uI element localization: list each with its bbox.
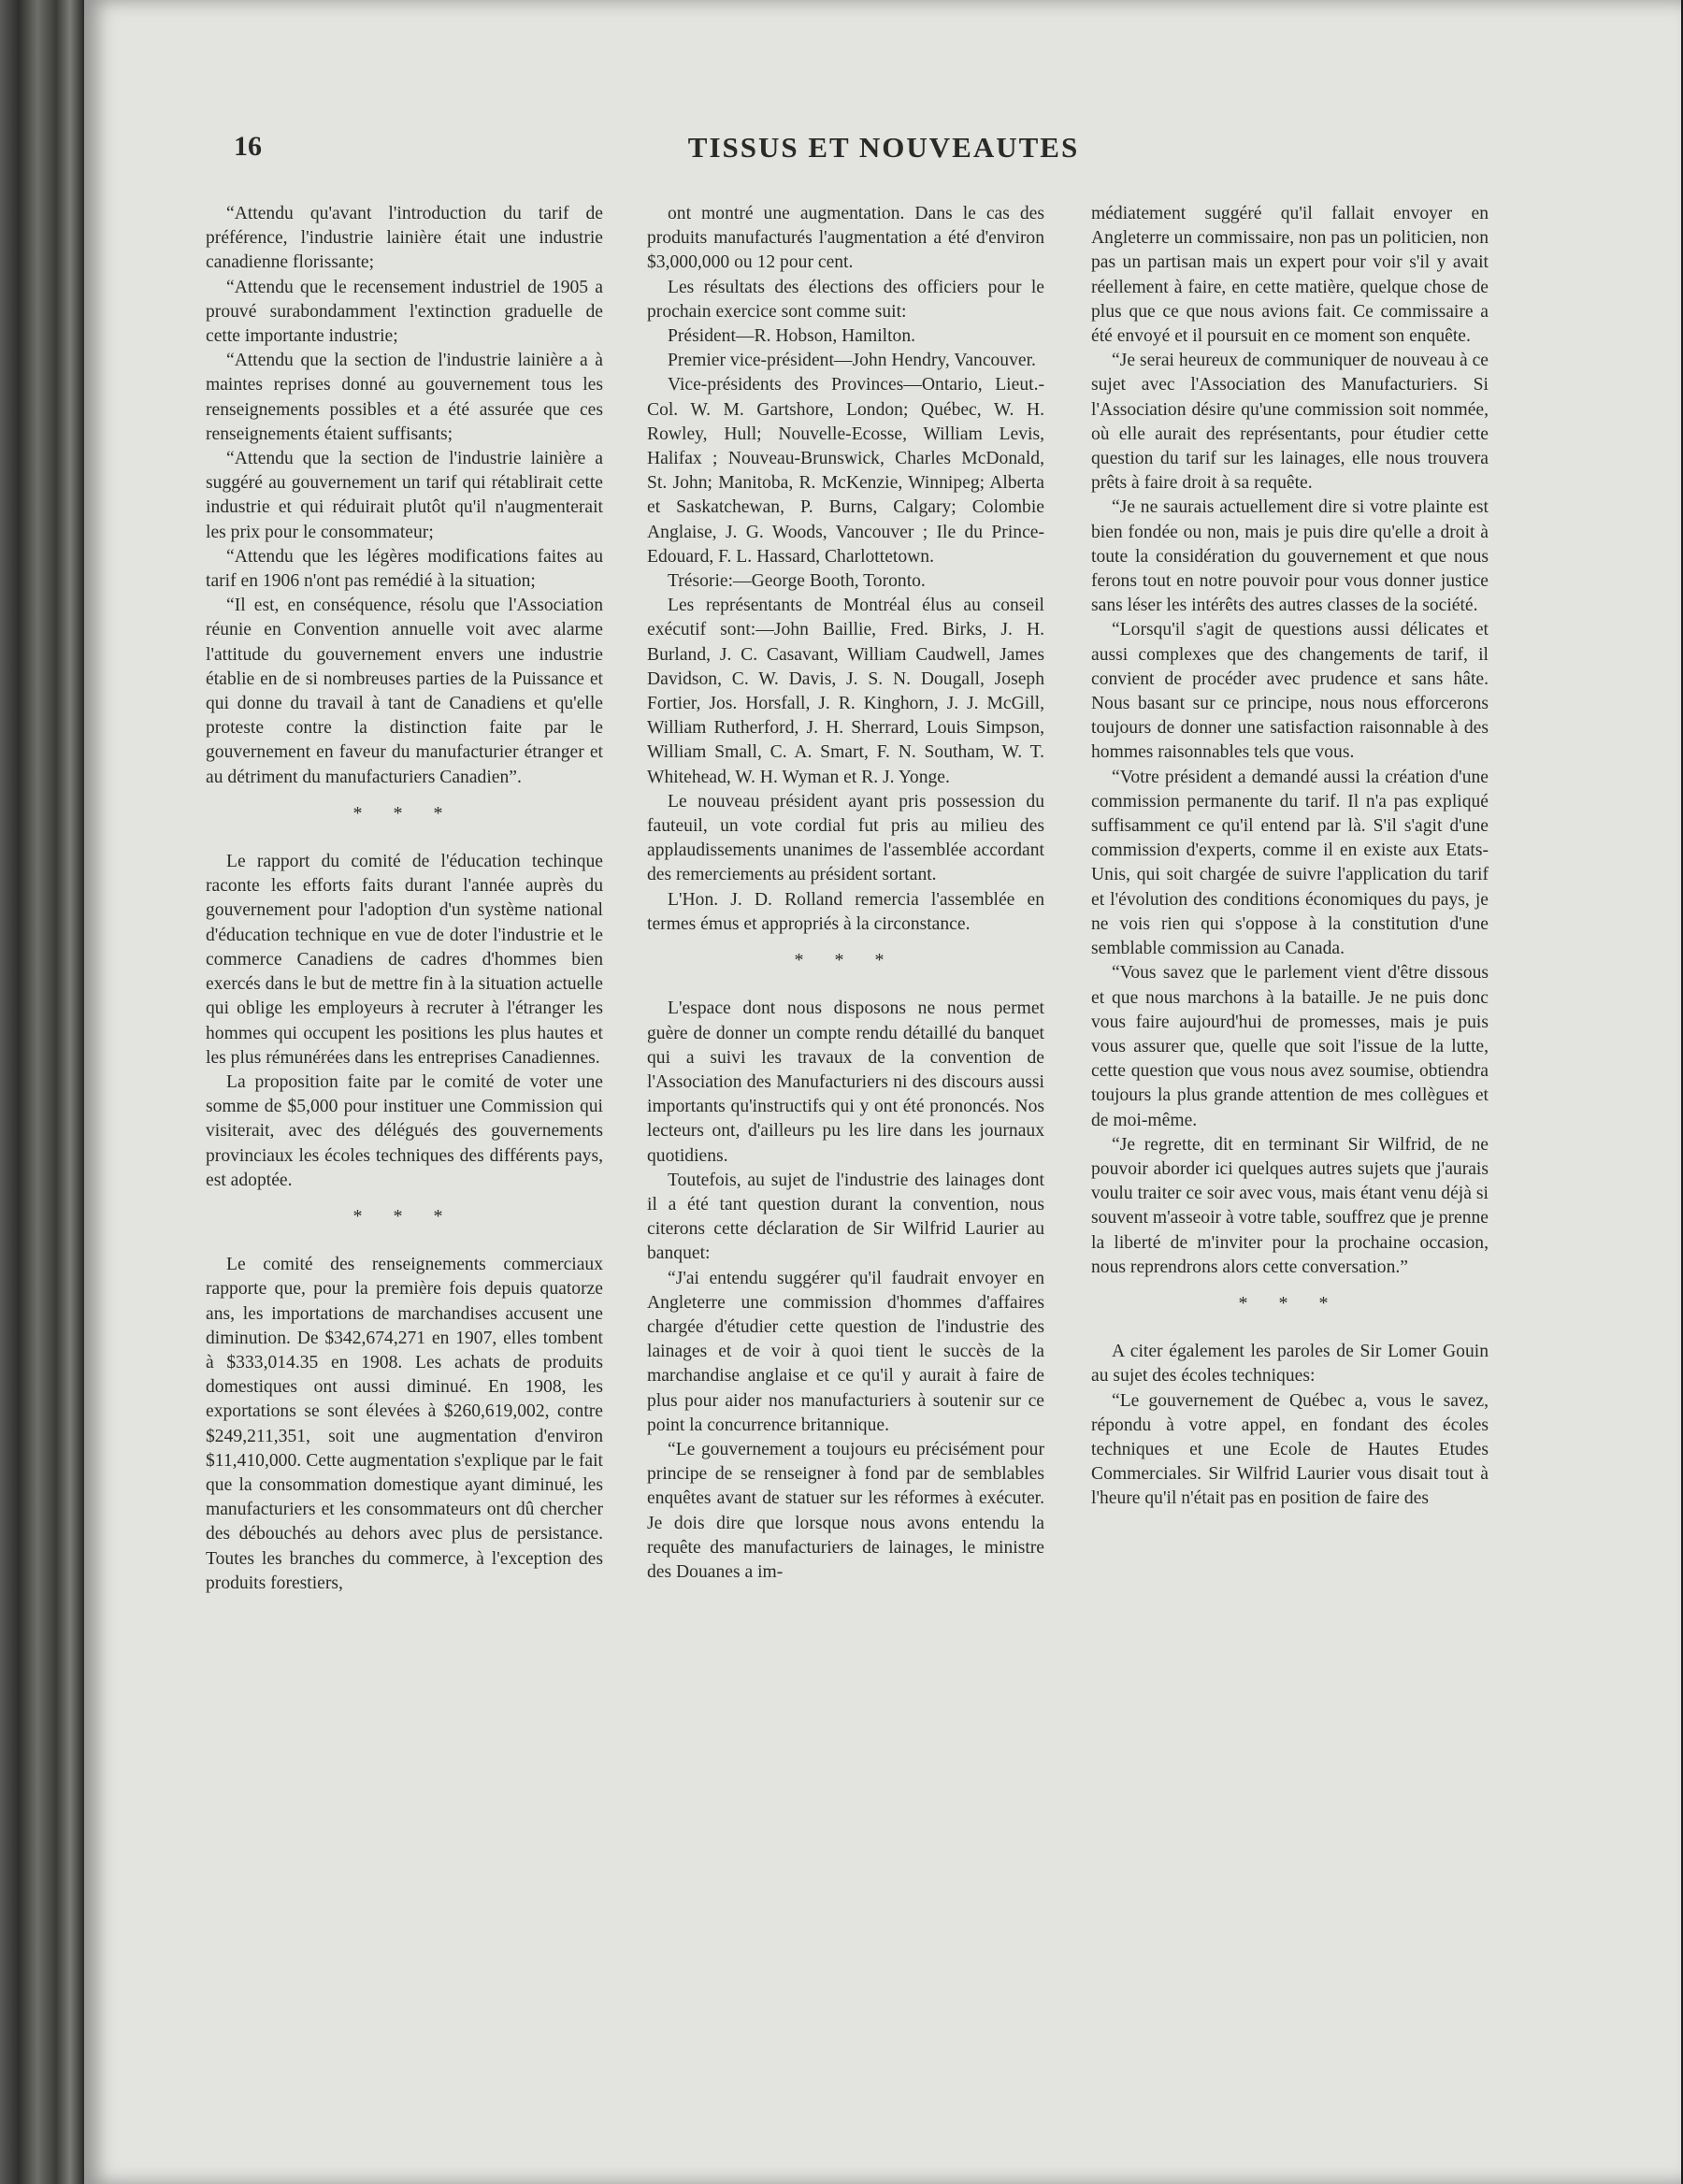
column-right bbox=[1091, 202, 1489, 1512]
officer-entry: Trésorie:—George Booth, Toronto. bbox=[668, 571, 926, 592]
paragraph: Le rapport du comité de l'éducation techinque raconte les efforts faits durant l'année auprès du gouvernement pour l'adoption d'un système national d'éducation technique en vue de doter l'industrie et le commerce Canadiens de cadres d'hommes bien exercés dans le but de mettre fin à la situation actuelle qui oblige les employeurs à recruter à l'étranger les hommes qui occupent les positions les plus hautes et les plus rémunérées dans les entreprises Canadiennes. bbox=[206, 852, 603, 1068]
column-middle bbox=[647, 202, 1044, 1585]
paragraph: “Lorsqu'il s'agit de questions aussi délicates et aussi complexes que des changements de tarif, il convient de procéder avec prudence et sans hâte. Nous basant sur ce principe, nous nous efforcerons toujours de donner une satisfaction raisonnable à des hommes raisonnables tels que vous. bbox=[1091, 620, 1489, 763]
officer-entry: Premier vice-président—John Hendry, Vancouver. bbox=[668, 351, 1036, 371]
column-left bbox=[206, 202, 603, 1596]
paragraph: “Il est, en conséquence, résolu que l'Association réunie en Convention annuelle voit avec alarme l'attitude du gouvernement envers une industrie établie en de si nombreuses parties de la Puissance et qui donne du travail à tant de Canadiens et qu'elle proteste contre la distinction faite par le gouvernement en faveur du manufacturier étranger et au détriment du manufacturiers Canadien”. bbox=[206, 596, 603, 787]
paragraph: “Le gouvernement de Québec a, vous le savez, répondu à votre appel, en fondant des écoles techniques et une Ecole de Hautes Etudes Commerciales. Sir Wilfrid Laurier vous disait tout à l'heure qu'il n'était pas en position de faire des bbox=[1091, 1390, 1489, 1509]
paragraph: La proposition faite par le comité de voter une somme de $5,000 pour instituer une Commission qui visiterait, avec des délégués des gouvernements provinciaux les écoles techniques des différents pays, est adoptée. bbox=[206, 1071, 603, 1190]
paragraph: Toutefois, au sujet de l'industrie des lainages dont il a été tant question durant la convention, nous citerons cette déclaration de Sir Wilfrid Laurier au banquet: bbox=[647, 1170, 1044, 1264]
paragraph: Le comité des renseignements commerciaux rapporte que, pour la première fois depuis quatorze ans, les importations de marchandises accusent une diminution. De $342,674,271 en 1907, elles tombent à $333,014.35 en 1908. Les achats de produits domestiques ont aussi diminué. En 1908, les exportations se sont élevées à $260,619,002, contre $249,211,351, soit une augmentation d'environ $11,410,000. Cette augmentation s'explique par le fait que la consommation domestique ayant diminué, les manufacturiers et les consommateurs ont dû chercher des débouchés au dehors avec plus de persistance. Toutes les branches du commerce, à l'exception des produits forestiers, bbox=[206, 1255, 603, 1593]
paragraph: “Votre président a demandé aussi la création d'une commission permanente du tarif. Il n'a pas expliqué suffisamment ce qu'il entend par là. S'il s'agit d'une commission d'experts, comme il en existe aux Etats-Unis, qui soit chargée de suivre l'application du tarif et l'évolution des conditions économiques du pays, je ne vois rien qui s'oppose à la constitution d'une semblable commission au Canada. bbox=[1091, 767, 1489, 959]
section-separator: * * * bbox=[352, 802, 456, 824]
paragraph: A citer également les paroles de Sir Lomer Gouin au sujet des écoles techniques: bbox=[1091, 1342, 1489, 1387]
section-separator: * * * bbox=[352, 1205, 456, 1227]
paragraph: L'Hon. J. D. Rolland remercia l'assemblée en termes émus et appropriés à la circonstance. bbox=[647, 889, 1044, 934]
paragraph: Les représentants de Montréal élus au conseil exécutif sont:—John Baillie, Fred. Birks, J. H. Burland, J. C. Casavant, William Caudwell, James Davidson, C. W. Davis, J. S. N. Dougall, Joseph Fortier, Jos. Horsfall, J. R. Kinghorn, J. J. McGill, William Rutherford, J. H. Sherrard, Louis Simpson, William Small, C. A. Smart, F. N. Southam, W. T. Whitehead, W. H. Wyman et R. J. Yonge. bbox=[647, 596, 1044, 787]
paragraph: L'espace dont nous disposons ne nous permet guère de donner un compte rendu détaillé du banquet qui a suivi les travaux de la convention de l'Association des Manufacturiers ni des discours aussi importants qu'instructifs qui y ont été prononcés. Nos lecteurs ont, d'ailleurs pu les lire dans les journaux quotidiens. bbox=[647, 999, 1044, 1166]
paragraph: “Attendu que les légères modifications faites au tarif en 1906 n'ont pas remédié à la situation; bbox=[206, 546, 603, 592]
paragraph: “Attendu que la section de l'industrie lainière a à maintes reprises donné au gouvernement tous les renseignements possibles et a été assurée que ces renseignements étaient suffisants; bbox=[206, 351, 603, 444]
paragraph: “Je regrette, dit en terminant Sir Wilfrid, de ne pouvoir aborder ici quelques autres sujets que j'aurais voulu traiter ce soir avec vous, mais étant venu déjà si souvent m'asseoir à votre table, souffrez que je prenne la liberté de m'inviter pour la prochaine occasion, nous reprendrons alors cette conversation.” bbox=[1091, 1134, 1489, 1277]
paragraph: ont montré une augmentation. Dans le cas des produits manufacturés l'augmentation a été d'environ $3,000,000 ou 12 pour cent. bbox=[647, 204, 1044, 273]
running-header bbox=[150, 131, 1618, 178]
book-spine-edge bbox=[0, 0, 84, 2184]
paragraph: “Attendu qu'avant l'introduction du tarif de préférence, l'industrie lainière était une industrie canadienne florissante; bbox=[206, 204, 603, 273]
paragraph: Les résultats des élections des officiers pour le prochain exercice sont comme suit: bbox=[647, 277, 1044, 322]
paragraph: “J'ai entendu suggérer qu'il faudrait envoyer en Angleterre une commission d'hommes d'affaires chargée d'étudier cette question de l'industrie des lainages et de voir à quoi tient le succès de la marchandise anglaise et ce qu'il y aurait à faire de plus pour aider nos manufacturiers à soutenir sur ce point la concurrence britannique. bbox=[647, 1268, 1044, 1435]
section-separator: * * * bbox=[1238, 1292, 1342, 1314]
paragraph: “Vous savez que le parlement vient d'être dissous et que nous marchons à la bataille. Je ne puis donc vous faire aujourd'hui de promesses, mais je puis vous assurer que, quelle que soit l'issue de la lutte, cette question que vous nous avez soumise, obtiendra toujours la plus grande attention de mes collègues et de moi-même. bbox=[1091, 963, 1489, 1130]
officer-entry: Vice-présidents des Provinces—Ontario, Lieut.-Col. W. M. Gartshore, London; Québec, W. H. Rowley, Hull; Nouvelle-Ecosse, William Levis, Halifax ; Nouveau-Brunswick, Charles McDonald, St. John; Manitoba, R. McKenzie, Winnipeg; Alberta et Saskatchewan, P. Burns, Calgary; Colombie Anglaise, J. G. Woods, Vancouver ; Ile du Prince-Edouard, F. L. Hassard, Charlottetown. bbox=[647, 375, 1044, 567]
paragraph: Le nouveau président ayant pris possession du fauteuil, un vote cordial fut pris au milieu des applaudissements unanimes de l'assemblée accordant des remerciements au président sortant. bbox=[647, 791, 1044, 885]
paragraph: “Le gouvernement a toujours eu précisément pour principe de se renseigner à fond par de semblables enquêtes avant de statuer sur les réformes à exécuter. Je dois dire que lorsque nous avons entendu la requête des manufacturiers de lainages, le ministre des Douanes a im- bbox=[647, 1439, 1044, 1582]
paragraph: médiatement suggéré qu'il fallait envoyer en Angleterre un commissaire, non pas un politicien, non pas un partisan mais un expert pour voir s'il y avait réellement à faire, en cette matière, quelque chose de plus que ce que nous avions fait. Ce commissaire a été envoyé et il poursuit en ce moment son enquête. bbox=[1091, 204, 1489, 347]
journal-title: TISSUS ET NOUVEAUTES bbox=[687, 131, 1080, 164]
paragraph: “Je serai heureux de communiquer de nouveau à ce sujet avec l'Association des Manufacturiers. Si l'Association désire qu'une commission soit nommée, où elle aurait des représentants, pour étudier cette question du tarif sur les lainages, elle nous trouvera prêts à faire droit à sa requête. bbox=[1091, 351, 1489, 494]
paragraph: “Attendu que le recensement industriel de 1905 a prouvé surabondamment l'extinction graduelle de cette importante industrie; bbox=[206, 277, 603, 347]
officer-entry: Président—R. Hobson, Hamilton. bbox=[668, 326, 916, 347]
page-number: 16 bbox=[234, 131, 262, 162]
section-separator: * * * bbox=[794, 950, 898, 971]
paragraph: “Je ne saurais actuellement dire si votre plainte est bien fondée ou non, mais je puis dire qu'elle a droit à toute la considération du gouvernement et que nous ferons tout en notre pouvoir pour vous donner justice sans léser les intérêts des autres classes de la société. bbox=[1091, 497, 1489, 616]
paragraph: “Attendu que la section de l'industrie lainière a suggéré au gouvernement un tarif qui rétablirait cette industrie et qui réduirait plutôt qu'il n'augmenterait les prix pour le consommateur; bbox=[206, 449, 603, 542]
